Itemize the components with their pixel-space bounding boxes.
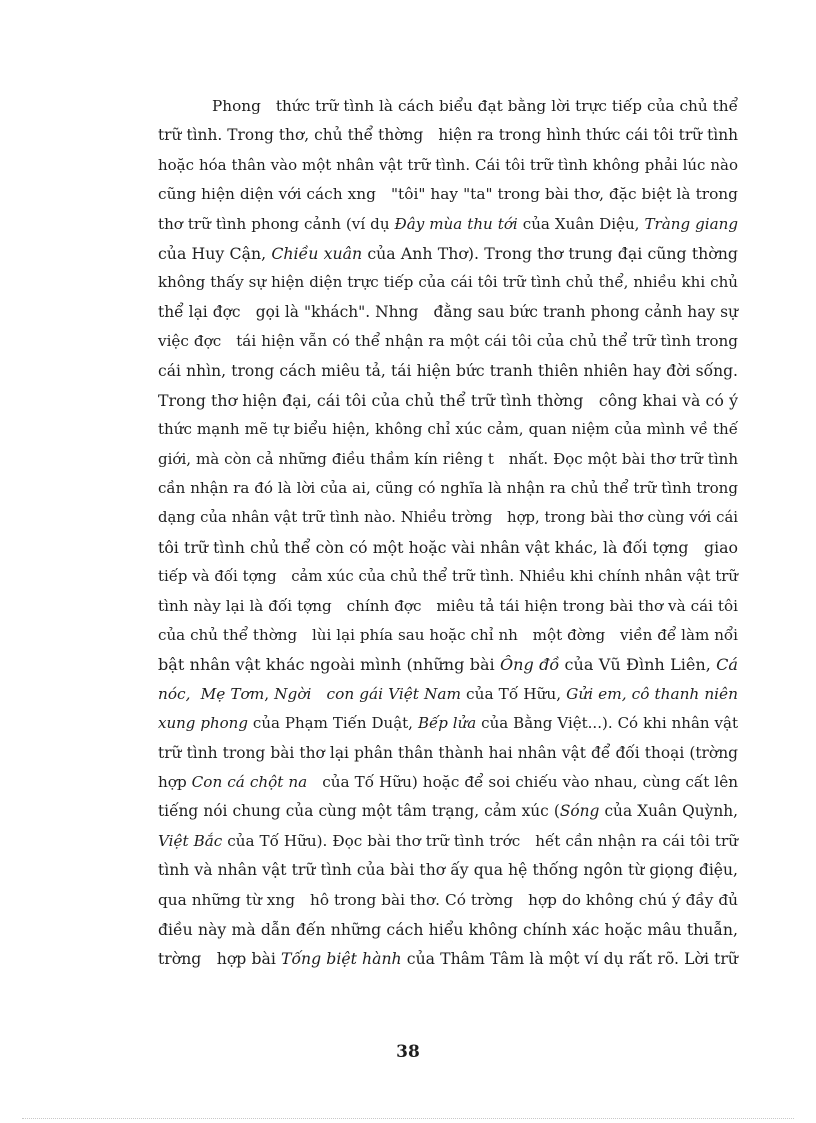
- text-run: của Tố Hữu) hoặc để soi chiếu vào nhau, cùng cất lên: [307, 772, 739, 791]
- text-line: [158, 886, 738, 915]
- text-line: [158, 592, 738, 621]
- text-run: hoặc hóa thân vào một nhân vật trữ tình. Cái tôi trữ tình không phải lúc nào: [158, 155, 738, 174]
- text-run: của Xuân Diệu,: [517, 214, 645, 233]
- text-line: [158, 827, 738, 856]
- text-run: thể lại đợc gọi là "khách". Nhng đằng sau bức tranh phong cảnh hay sự: [158, 302, 738, 321]
- italic-title: Gửi em, cô thanh niên: [566, 684, 738, 703]
- text-line: [158, 944, 738, 973]
- italic-title: Ông đồ: [500, 655, 560, 675]
- italic-title: Cá: [716, 655, 738, 675]
- text-line: [158, 533, 738, 562]
- text-run: việc đợc tái hiện vẫn có thể nhận ra một cái tôi của chủ thể trữ tình trong: [158, 332, 738, 351]
- text-run: giới, mà còn cả những điều thầm kín riêng t nhất. Đọc một bài thơ trữ tình: [158, 449, 738, 468]
- text-run: của Vũ Đình Liên,: [559, 655, 717, 675]
- text-line: [158, 210, 738, 239]
- text-line: [158, 327, 738, 356]
- italic-title: Con cá chột na: [191, 772, 308, 791]
- text-run: trữ tình trong bài thơ lại phân thân thành hai nhân vật để đối thoại (trờng: [158, 743, 738, 762]
- text-line: [158, 650, 738, 679]
- text-line: [158, 474, 738, 503]
- text-run: của Anh Thơ). Trong thơ trung đại cũng thờng: [362, 243, 738, 263]
- page-divider: [22, 1118, 794, 1119]
- italic-title: Việt Bắc: [158, 831, 223, 850]
- text-run: tình này lại là đối tợng chính đợc miêu tả tái hiện trong bài thơ và cái tôi: [158, 596, 738, 615]
- italic-title: Tràng giang: [644, 214, 739, 233]
- text-line: [158, 298, 738, 327]
- text-line: [158, 915, 738, 944]
- text-run: thức mạnh mẽ tự biểu hiện, không chỉ xúc cảm, quan niệm của mình về thế: [158, 420, 738, 439]
- text-line: [158, 445, 738, 474]
- text-run: cái nhìn, trong cách miêu tả, tái hiện bức tranh thiên nhiên hay đời sống.: [158, 361, 738, 380]
- text-run: bật nhân vật khác ngoài mình (những bài: [158, 655, 501, 675]
- text-line: [158, 415, 738, 444]
- text-line: [158, 739, 738, 768]
- text-run: trữ tình. Trong thơ, chủ thể thờng hiện ra trong hình thức cái tôi trữ tình: [158, 126, 738, 145]
- text-run: tình và nhân vật trữ tình của bài thơ ấy qua hệ thống ngôn từ giọng điệu,: [158, 861, 738, 880]
- text-line: [158, 386, 738, 415]
- text-line: [158, 239, 738, 268]
- text-run: của Xuân Quỳnh,: [599, 802, 738, 821]
- italic-title: Sóng: [559, 802, 600, 821]
- text-run: tiếp và đối tợng cảm xúc của chủ thể trữ tình. Nhiều khi chính nhân vật trữ: [158, 567, 738, 586]
- text-line: [158, 268, 738, 297]
- italic-title: Chiều xuân: [271, 243, 363, 263]
- text-run: của Huy Cận,: [158, 243, 272, 263]
- text-run: của Tố Hữu). Đọc bài thơ trữ tình trớc hết cần nhận ra cái tôi trữ: [222, 831, 738, 850]
- italic-title: Bếp lửa: [417, 714, 477, 733]
- text-line: [158, 503, 738, 532]
- text-run: trờng hợp bài: [158, 949, 282, 969]
- text-run: của Thâm Tâm là một ví dụ rất rõ. Lời trữ: [401, 949, 738, 969]
- text-line: [158, 768, 738, 797]
- text-run: Trong thơ hiện đại, cái tôi của chủ thể trữ tình thờng công khai và có ý: [158, 390, 738, 410]
- italic-title: Ngời con gái Việt Nam: [274, 684, 461, 703]
- italic-title: nóc, Mẹ Tơm: [158, 684, 265, 703]
- text-line: [158, 621, 738, 650]
- text-run: điều này mà dẫn đến những cách hiểu không chính xác hoặc mâu thuẫn,: [158, 919, 738, 939]
- text-run: tôi trữ tình chủ thể còn có một hoặc vài nhân vật khác, là đối tợng giao: [158, 537, 738, 557]
- text-line: [158, 856, 738, 885]
- page-number: 38: [396, 1042, 420, 1062]
- text-run: của chủ thể thờng lùi lại phía sau hoặc chỉ nh một đờng viền để làm nổi: [158, 626, 738, 645]
- text-line: [158, 562, 738, 591]
- text-run: tiếng nói chung của cùng một tâm trạng, cảm xúc (: [158, 802, 560, 821]
- text-run: thơ trữ tình phong cảnh (ví dụ: [158, 214, 395, 233]
- text-line: [158, 709, 738, 738]
- italic-title: xung phong: [158, 714, 248, 733]
- text-run: Phong thức trữ tình là cách biểu đạt bằng lời trực tiếp của chủ thể: [212, 97, 738, 115]
- text-run: của Phạm Tiến Duật,: [247, 714, 418, 733]
- italic-title: Đây mùa thu tới: [394, 214, 518, 233]
- text-line: [158, 680, 738, 709]
- italic-title: Tống biệt hành: [281, 949, 402, 969]
- text-run: cũng hiện diện với cách xng "tôi" hay "ta" trong bài thơ, đặc biệt là trong: [158, 185, 738, 204]
- text-line: [158, 121, 738, 150]
- text-run: của Tố Hữu,: [461, 684, 567, 703]
- text-line: [158, 92, 738, 121]
- text-line: [158, 180, 738, 209]
- text-run: dạng của nhân vật trữ tình nào. Nhiều trờng hợp, trong bài thơ cùng với cái: [158, 509, 738, 527]
- text-run: không thấy sự hiện diện trực tiếp của cái tôi trữ tình chủ thể, nhiều khi chủ: [158, 273, 738, 292]
- text-line: [158, 797, 738, 826]
- text-run: ,: [264, 684, 275, 703]
- text-run: qua những từ xng hô trong bài thơ. Có trờng hợp do không chú ý đầy đủ: [158, 890, 738, 909]
- text-line: [158, 151, 738, 180]
- text-line: [158, 357, 738, 386]
- text-run: cần nhận ra đó là lời của ai, cũng có nghĩa là nhận ra chủ thể trữ tình trong: [158, 479, 738, 498]
- text-run: hợp: [158, 772, 192, 791]
- body-text: [158, 92, 738, 974]
- text-run: của Bằng Việt...). Có khi nhân vật: [476, 714, 738, 733]
